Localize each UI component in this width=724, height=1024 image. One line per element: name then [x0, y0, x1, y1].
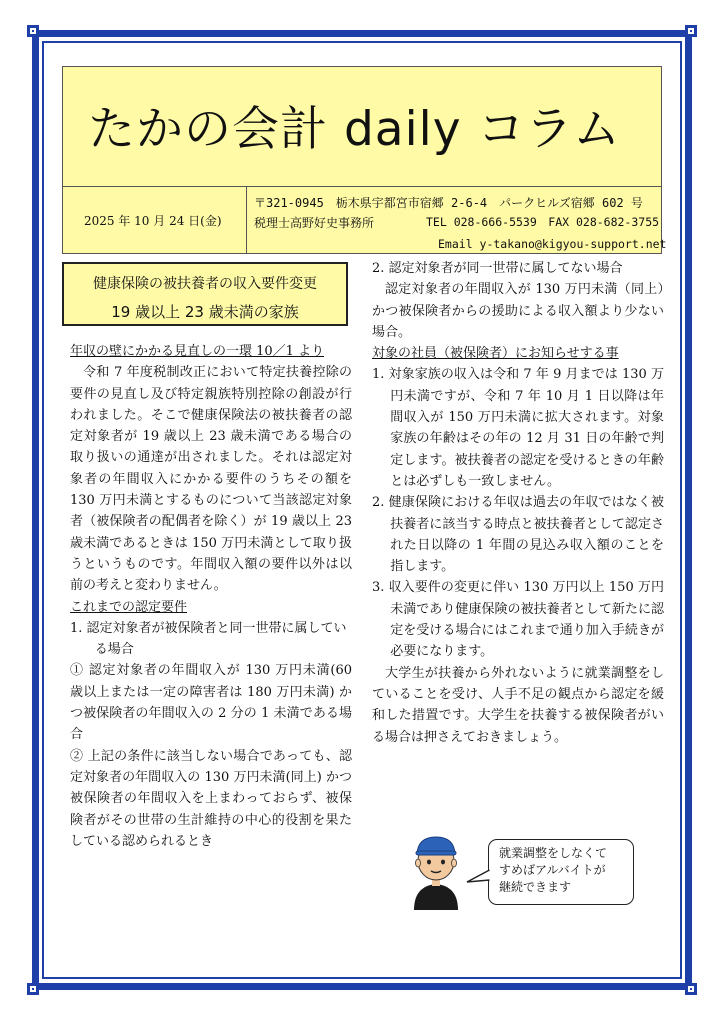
notice-item-3: 3. 収入要件の変更に伴い 130 万円以上 150 万円未満であり健康保険の被扶養者として新たに認定を受ける場合にはこれまで通り加入手続きが必要になります。 — [372, 580, 664, 660]
office-name: 税理士高野好史事務所 — [254, 216, 375, 230]
speech-bubble-line-1: 就業調整をしなくて — [499, 846, 608, 860]
notice-item-2: 2. 健康保険における年収は過去の年収ではなく被扶養者に該当する時点と被扶養者として認定された日以降の 1 年間の見込み収入額のことを指します。 — [372, 495, 664, 575]
section-heading-notice: 対象の社員（被保険者）にお知らせする事 — [372, 346, 619, 362]
person-illustration-icon — [408, 834, 464, 910]
speech-bubble-line-2: すめばアルバイトが — [499, 863, 606, 877]
header-vertical-divider — [246, 186, 247, 254]
page-title: たかの会計 daily コラム — [88, 102, 621, 157]
section-heading-review: 年収の壁にかかる見直しの一環 10／1 より — [70, 344, 325, 359]
header-divider — [62, 186, 662, 187]
headline-line-1: 健康保険の被扶養者の収入要件変更 — [93, 276, 317, 292]
headline-line-2: 19 歳以上 23 歳未満の家族 — [111, 303, 299, 321]
section-body-review: 令和 7 年度税制改正において特定扶養控除の要件の見直し及び特定親族特別控除の創設が行われました。そこで健康保険法の被扶養者の認定対象者が 19 歳以上 23 歳未満である場合の取り扱いの通達が出されました。それは認定対象者の年間収入にかかる要件のうちその額を 130 万円未満とするものについて当該認定対象者（被保険者の配偶者を除く）が 19 歳以上 23 歳未満であるときは 150 万円未満として取り扱うというものです。年間収入額の要件以外は以前の考えと変わりません。 — [70, 365, 352, 594]
list-subitem-2: ② 上記の条件に該当しない場合であっても、認定対象者の年間収入の 130 万円未満(同上) かつ被保険者の年間収入を上まわっておらず、被保険者がその世帯の生計維持の中心的役割を果たしている認められるとき — [70, 748, 352, 849]
corner-ornament-bottom-right — [685, 983, 697, 995]
list-item-separate-household: 2. 認定対象者が同一世帯に属してない場合 — [372, 261, 623, 276]
office-address: 〒321-0945 栃木県宇都宮市宿郷 2-6-4 パークヒルズ宿郷 602 号 — [254, 196, 643, 210]
notice-item-1: 1. 対象家族の収入は令和 7 年 9 月までは 130 万円未満ですが、令和 7 年 10 月 1 日以降は年間収入が 150 万円未満に拡大されます。対象家族の年齢はその年の 12 月 31 日の年齢で判定します。被扶養者の認定を受けるときの年齢とは必ずしも一致しません。 — [372, 367, 664, 489]
section-heading-requirements: これまでの認定要件 — [70, 599, 188, 615]
office-tel-fax: TEL 028-666-5539 FAX 028-682-3755 — [426, 215, 660, 229]
speech-bubble-tail-icon — [466, 866, 490, 890]
headline-box — [62, 262, 348, 326]
list-subitem-1: ① 認定対象者の年間収入が 130 万円未満(60 歳以上または一定の障害者は 180 万円未満) かつ被保険者の年間収入の 2 分の 1 未満である場合 — [70, 663, 352, 743]
office-email: Email y-takano@kigyou-support.net — [438, 237, 667, 251]
left-column — [70, 341, 352, 852]
issue-date: 2025 年 10 月 24 日(金) — [84, 214, 222, 228]
list-item-same-household: 1. 認定対象者が被保険者と同一世帯に属している場合 — [70, 620, 347, 658]
corner-ornament-top-right — [685, 25, 697, 37]
speech-bubble — [488, 839, 634, 905]
closing-paragraph: 大学生が扶養から外れないように就業調整をしていることを受け、人手不足の観点から認定を緩和した措置です。大学生を扶養する被保険者がいる場合は押さえておきましょう。 — [372, 665, 664, 745]
corner-ornament-top-left — [27, 25, 39, 37]
speech-bubble-line-3: 継続できます — [499, 880, 572, 894]
separate-household-body: 認定対象者の年間収入が 130 万円未満（同上）かつ被保険者からの援助による収入額より少ない場合。 — [372, 282, 664, 340]
corner-ornament-bottom-left — [27, 983, 39, 995]
right-column — [372, 258, 664, 748]
